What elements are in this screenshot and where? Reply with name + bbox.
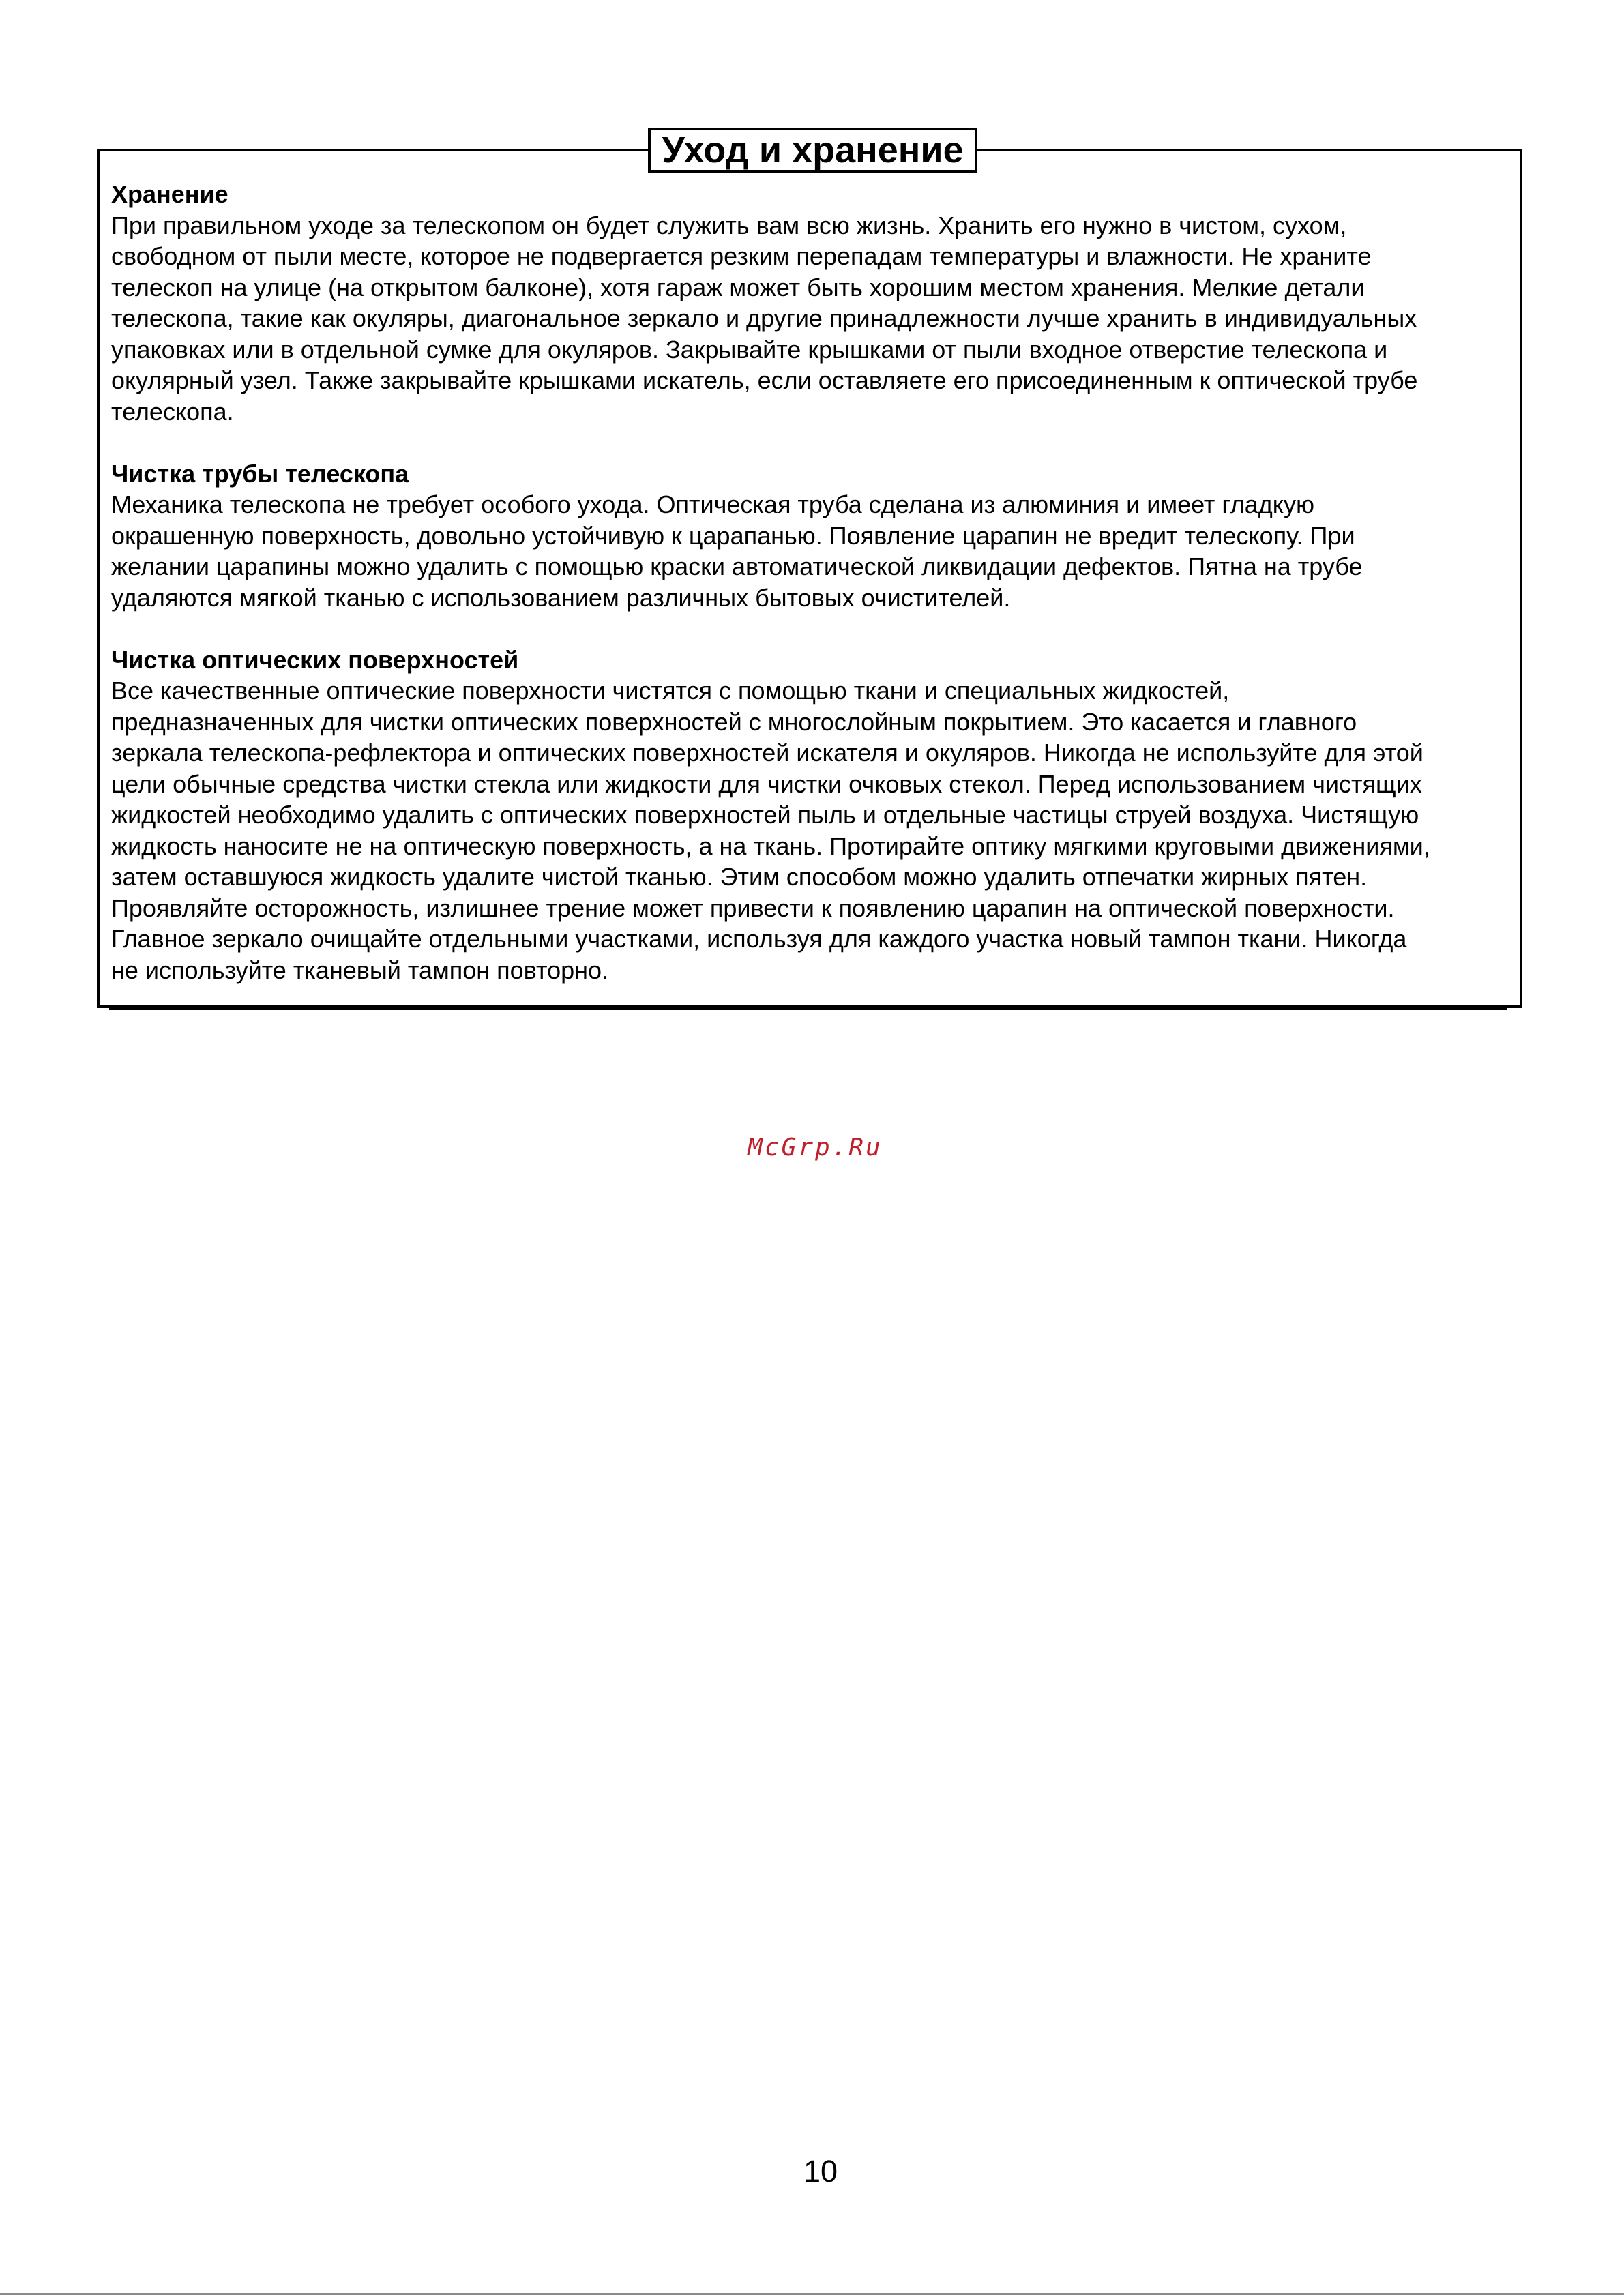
paragraph-line: телескопа, такие как окуляры, диагональное зеркало и другие принадлежности лучше хранить в индивидуальных bbox=[111, 304, 1417, 332]
paragraph-line: Проявляйте осторожность, излишнее трение может привести к появлению царапин на оптической поверхности. bbox=[111, 893, 1395, 922]
paragraph-line: Главное зеркало очищайте отдельными участками, используя для каждого участка новый тампон ткани. Никогда bbox=[111, 925, 1407, 953]
section-heading: Чистка оптических поверхностей bbox=[111, 645, 519, 674]
paragraph-line: окрашенную поверхность, довольно устойчивую к царапанью. Появление царапин не вредит телескопу. При bbox=[111, 521, 1355, 550]
paragraph-line: не используйте тканевый тампон повторно. bbox=[111, 956, 609, 984]
section-heading: Чистка трубы телескопа bbox=[111, 459, 409, 488]
section-heading: Хранение bbox=[111, 180, 228, 208]
paragraph-line: упаковках или в отдельной сумке для окуляров. Закрывайте крышками от пыли входное отверстие телескопа и bbox=[111, 335, 1388, 364]
paragraph-line: телескоп на улице (на открытом балконе), хотя гараж может быть хорошим местом хранения. Мелкие детали bbox=[111, 273, 1365, 301]
paragraph-line: жидкостей необходимо удалить с оптических поверхностей пыль и отдельные частицы струей воздуха. Чистящую bbox=[111, 801, 1419, 829]
section-storage bbox=[111, 179, 1516, 427]
paragraph-line: желании царапины можно удалить с помощью краски автоматической ликвидации дефектов. Пятна на трубе bbox=[111, 552, 1363, 580]
paragraph-line: зеркала телескопа-рефлектора и оптических поверхностей искателя и окуляров. Никогда не используйте для этой bbox=[111, 739, 1423, 767]
paragraph-line: предназначенных для чистки оптических поверхностей с многослойным покрытием. Это касается и главного bbox=[111, 707, 1357, 736]
paragraph-line: При правильном уходе за телескопом он будет служить вам всю жизнь. Хранить его нужно в чистом, сухом, bbox=[111, 211, 1347, 239]
paragraph-line: жидкость наносите не на оптическую поверхность, а на ткань. Протирайте оптику мягкими круговыми движениями, bbox=[111, 831, 1430, 860]
paragraph-line: удаляются мягкой тканью с использованием различных бытовых очистителей. bbox=[111, 583, 1011, 612]
paragraph-line: Механика телескопа не требует особого ухода. Оптическая труба сделана из алюминия и имеет гладкую bbox=[111, 490, 1314, 518]
page-number: 10 bbox=[803, 2154, 838, 2189]
watermark: McGrp.Ru bbox=[748, 1134, 883, 1161]
paragraph-line: телескопа. bbox=[111, 397, 234, 426]
frame-bottom-rule bbox=[109, 1008, 1507, 1010]
paragraph-line: цели обычные средства чистки стекла или жидкости для чистки очковых стекол. Перед использованием чистящих bbox=[111, 769, 1422, 798]
paragraph-line: окулярный узел. Также закрывайте крышками искатель, если оставляете его присоединенным к оптической трубе bbox=[111, 366, 1418, 394]
section-optics-cleaning bbox=[111, 645, 1516, 986]
section-tube-cleaning bbox=[111, 458, 1516, 614]
document-body bbox=[111, 179, 1516, 986]
paragraph-line: Все качественные оптические поверхности чистятся с помощью ткани и специальных жидкостей, bbox=[111, 677, 1230, 705]
paragraph-line: свободном от пыли месте, которое не подвергается резким перепадам температуры и влажности. Не храните bbox=[111, 242, 1372, 270]
paragraph-line: затем оставшуюся жидкость удалите чистой тканью. Этим способом можно удалить отпечатки жирных пятен. bbox=[111, 863, 1368, 891]
page-title: Уход и хранение bbox=[648, 128, 977, 173]
